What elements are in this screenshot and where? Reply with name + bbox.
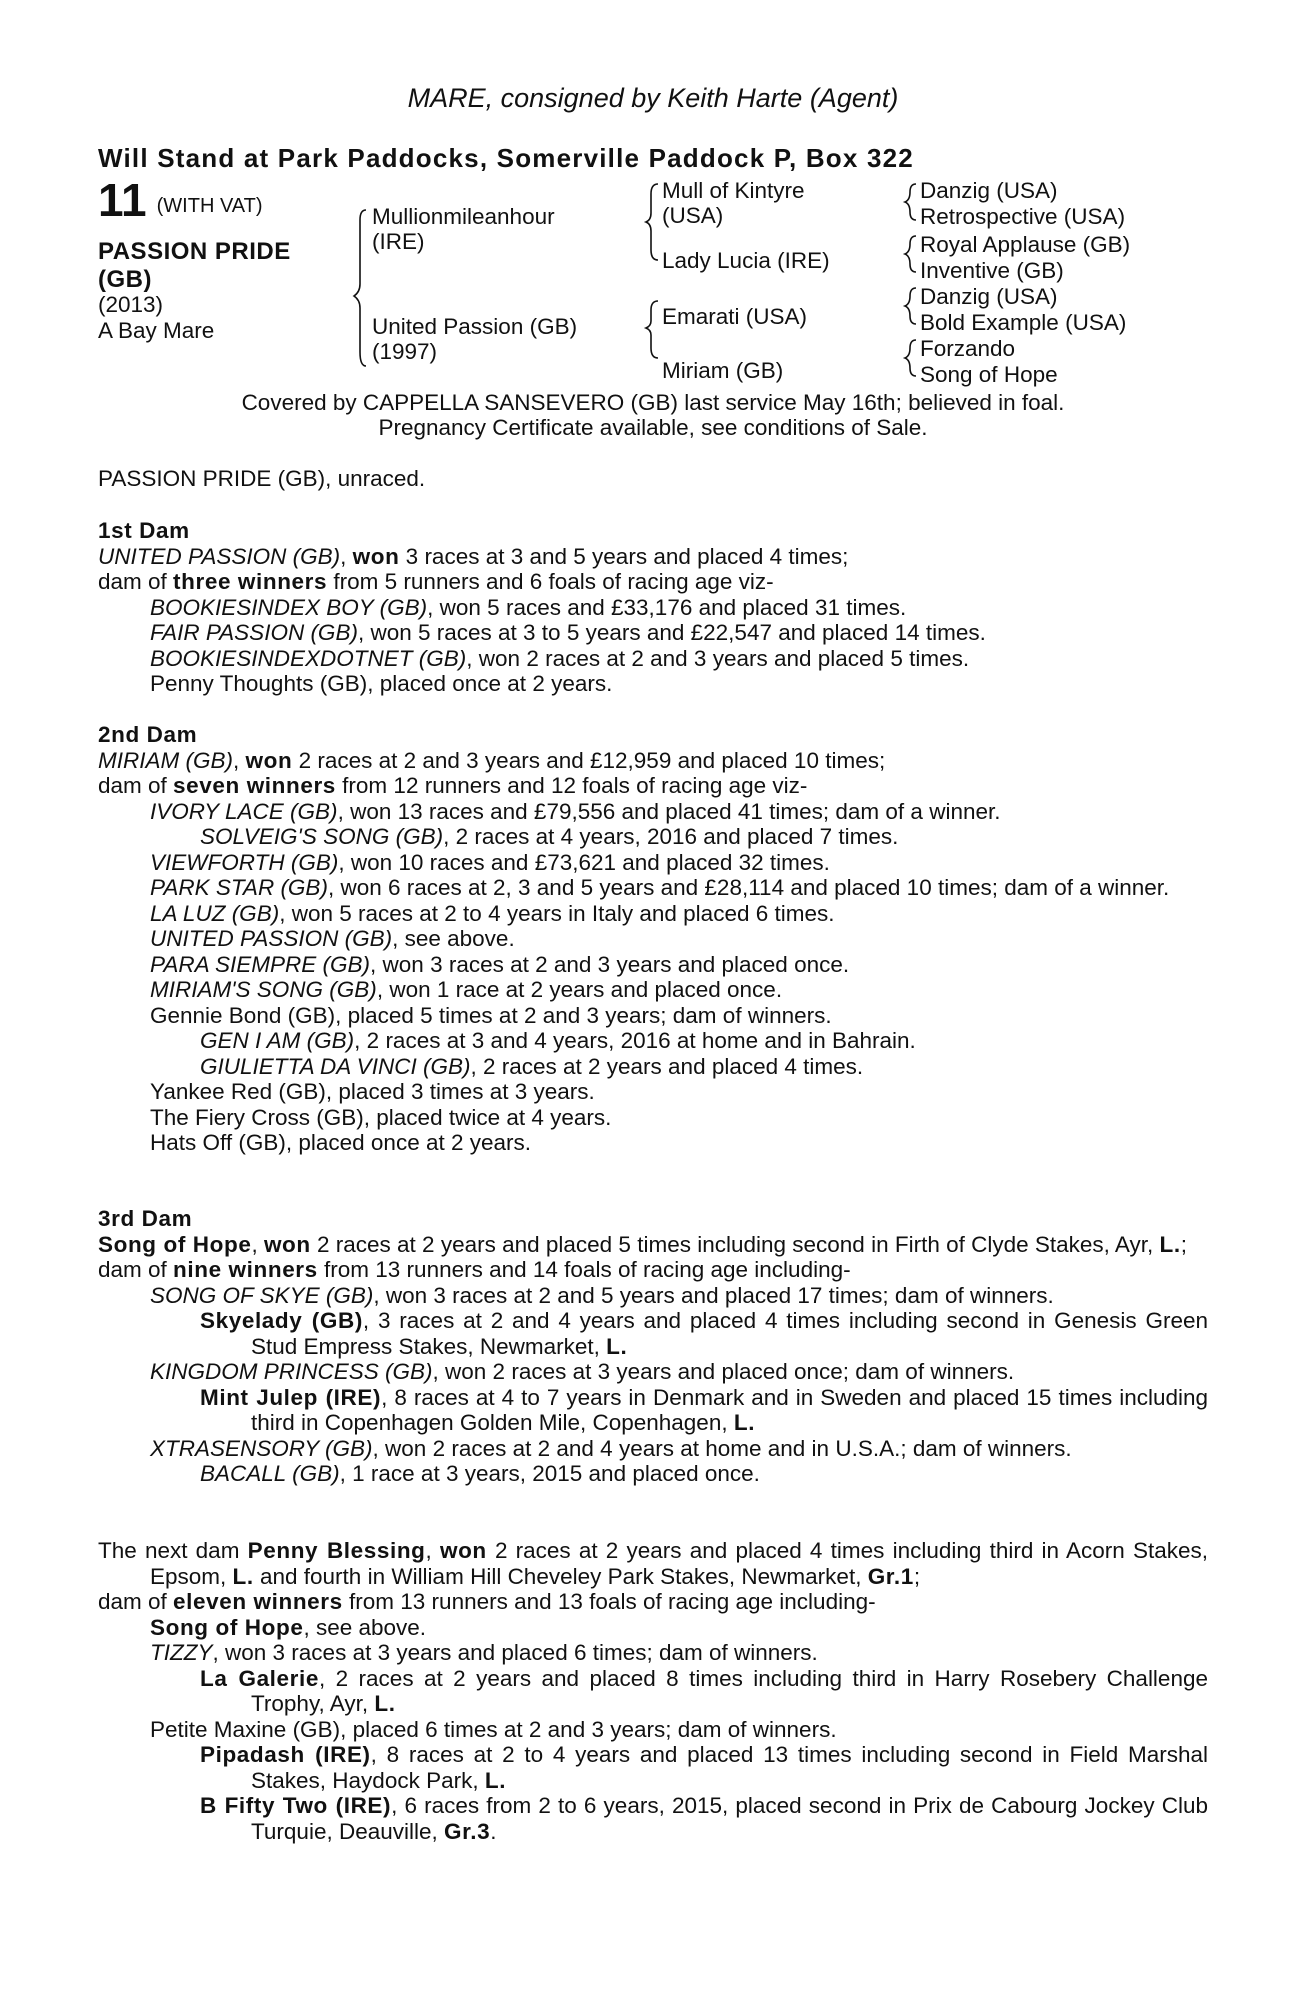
list-item: Yankee Red (GB), placed 3 times at 3 years. [150,1079,595,1104]
list-item: La Galerie, 2 races at 2 years and placed 8 times including third in Harry Rosebery Challenge Trophy, Ayr, L. [200,1665,1208,1716]
dam-record: MIRIAM (GB), won 2 races at 2 and 3 years and £12,959 and placed 10 times; [98,747,886,773]
list-item: PARA SIEMPRE (GB), won 3 races at 2 and 3 years and placed once. [150,951,850,977]
horse-name-line2: (GB) [98,266,152,293]
pregnancy-line: Pregnancy Certificate available, see conditions of Sale. [378,415,928,440]
pedigree-gen3-6: Bold Example (USA) [920,310,1127,335]
pedigree-gen3-4: Inventive (GB) [920,258,1064,283]
pedigree-sire: Mullionmileanhour (IRE) [372,204,555,254]
section-heading: 3rd Dam [98,1206,193,1231]
list-item: Gennie Bond (GB), placed 5 times at 2 and 3 years; dam of winners. [150,1002,832,1028]
list-item: B Fifty Two (IRE), 6 races from 2 to 6 years, 2015, placed second in Prix de Cabourg Jockey Club Turquie, Deauville, Gr.3. [200,1793,1208,1844]
consignor-heading: MARE, consigned by Keith Harte (Agent) [407,83,899,113]
list-item: LA LUZ (GB), won 5 races at 2 to 4 years in Italy and placed 6 times. [150,900,835,926]
list-item: PARK STAR (GB), won 6 races at 2, 3 and 5 years and £28,114 and placed 10 times; dam of a winner. [150,875,1170,900]
produce-summary: dam of nine winners from 13 runners and 14 foals of racing age including- [98,1257,851,1282]
pedigree-sire-sire: Mull of Kintyre (USA) [662,178,805,228]
list-item: GEN I AM (GB), 2 races at 3 and 4 years, 2016 at home and in Bahrain. [200,1028,916,1053]
list-item: XTRASENSORY (GB), won 2 races at 2 and 4 years at home and in U.S.A.; dam of winners. [150,1435,1072,1461]
list-item: MIRIAM'S SONG (GB), won 1 race at 2 years and placed once. [150,977,783,1002]
list-item: The Fiery Cross (GB), placed twice at 4 years. [150,1104,612,1130]
dam-record: Song of Hope, won 2 races at 2 years and placed 5 times including second in Firth of Clyde Stakes, Ayr, L.; [98,1231,1188,1257]
produce-summary: dam of seven winners from 12 runners and 12 foals of racing age viz- [98,773,808,798]
horse-name-line1: PASSION PRIDE [98,238,291,265]
list-item: IVORY LACE (GB), won 13 races and £79,556 and placed 41 times; dam of a winner. [150,798,1001,824]
lot-number: 11 [98,174,147,226]
list-item: Petite Maxine (GB), placed 6 times at 2 and 3 years; dam of winners. [150,1716,837,1742]
pedigree-dam-sire: Emarati (USA) [662,304,808,329]
list-item: BACALL (GB), 1 race at 3 years, 2015 and placed once. [200,1461,760,1486]
vat-note: (WITH VAT) [156,195,263,217]
pedigree-gen3-2: Retrospective (USA) [920,204,1126,229]
next-dam-section [98,1538,1208,1844]
produce-summary: dam of eleven winners from 13 runners and 13 foals of racing age including- [98,1589,876,1614]
list-item: VIEWFORTH (GB), won 10 races and £73,621 and placed 32 times. [150,849,830,875]
list-item: SOLVEIG'S SONG (GB), 2 races at 4 years, 2016 and placed 7 times. [200,824,899,849]
pedigree-gen3-3: Royal Applause (GB) [920,232,1131,257]
list-item: Mint Julep (IRE), 8 races at 4 to 7 years in Denmark and in Sweden and placed 15 times including third in Copenhagen Golden Mile, Copenhagen, L. [200,1384,1209,1435]
list-item: KINGDOM PRINCESS (GB), won 2 races at 3 years and placed once; dam of winners. [150,1359,1015,1384]
list-item: Song of Hope, see above. [150,1614,427,1640]
produce-summary: dam of three winners from 5 runners and 6 foals of racing age viz- [98,569,774,594]
pedigree-gen3-8: Song of Hope [920,362,1058,387]
second-dam-section [98,722,1208,1156]
list-item: Hats Off (GB), placed once at 2 years. [150,1130,532,1155]
list-item: BOOKIESINDEXDOTNET (GB), won 2 races at 2 and 3 years and placed 5 times. [150,645,970,671]
third-dam-section [98,1206,1208,1487]
list-item: Skyelady (GB), 3 races at 2 and 4 years and placed 4 times including second in Genesis Green Stud Empress Stakes, Newmarket, L. [200,1308,1208,1359]
first-dam-section [98,518,1208,697]
section-heading: 1st Dam [98,518,190,543]
list-item: UNITED PASSION (GB), see above. [150,926,515,951]
list-item: SONG OF SKYE (GB), won 3 races at 2 and 5 years and placed 17 times; dam of winners. [150,1282,1054,1308]
pedigree-gen3-7: Forzando [920,336,1016,361]
list-item: BOOKIESINDEX BOY (GB), won 5 races and £33,176 and placed 31 times. [150,594,907,620]
list-item: Pipadash (IRE), 8 races at 2 to 4 years and placed 13 times including second in Field Marshal Stakes, Haydock Park, L. [200,1742,1208,1793]
pedigree-dam: United Passion (GB) (1997) [372,314,578,364]
stand-location: Will Stand at Park Paddocks, Somerville Paddock P, Box 322 [98,143,914,173]
covered-line: Covered by CAPPELLA SANSEVERO (GB) last service May 16th; believed in foal. [241,390,1065,415]
section-heading: 2nd Dam [98,722,198,747]
pedigree-gen3-1: Danzig (USA) [920,178,1058,203]
list-item: TIZZY, won 3 races at 3 years and placed 6 times; dam of winners. [150,1640,818,1665]
dam-record: The next dam Penny Blessing, won 2 races at 2 years and placed 4 times including third in Acorn Stakes, Epsom, L. and fourth in William Hill Cheveley Park Stakes, Newmarket, Gr.1; [98,1538,1208,1589]
dam-record: UNITED PASSION (GB), won 3 races at 3 and 5 years and placed 4 times; [98,543,849,569]
list-item: Penny Thoughts (GB), placed once at 2 years. [150,671,613,696]
list-item: GIULIETTA DA VINCI (GB), 2 races at 2 years and placed 4 times. [200,1053,864,1079]
pedigree-gen3-5: Danzig (USA) [920,284,1058,309]
foaling-year: (2013) [98,292,164,317]
pedigree-sire-dam: Lady Lucia (IRE) [662,248,830,273]
horse-description: A Bay Mare [98,318,215,343]
list-item: FAIR PASSION (GB), won 5 races at 3 to 5 years and £22,547 and placed 14 times. [150,620,986,645]
pedigree-dam-dam: Miriam (GB) [662,358,784,383]
race-record: PASSION PRIDE (GB), unraced. [98,466,426,491]
